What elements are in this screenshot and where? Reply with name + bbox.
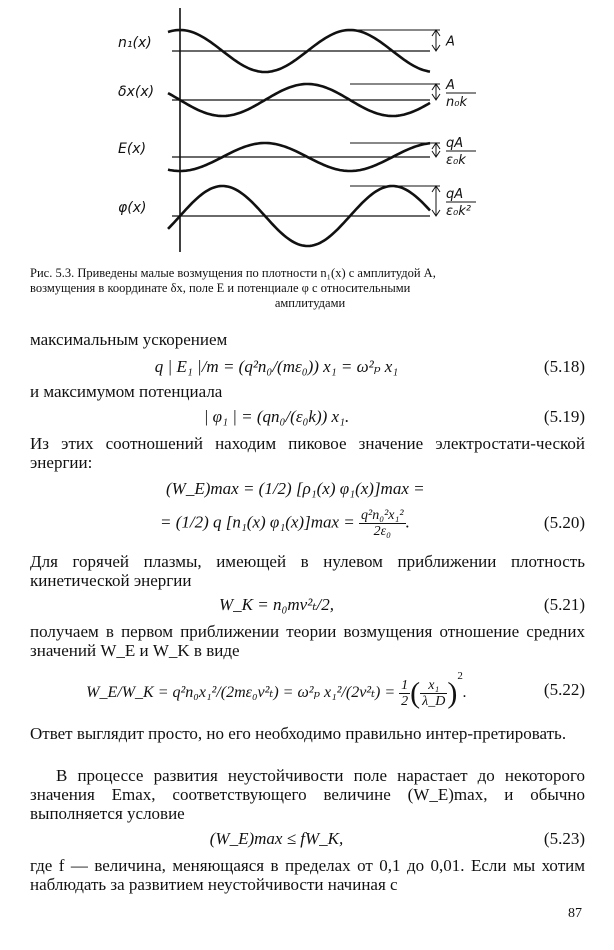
equation-number: (5.21) (543, 595, 585, 614)
paragraph: В процессе развития неустойчивости поле нарастает до некоторого значения Emax, соответствующего величине (W_E)max, и обычно выполняется условие (30, 766, 585, 823)
text-line: максимальным ускорением (30, 330, 228, 349)
fraction-debye: $\frac{\text{x₁}}{\lambda\_D}$ (422, 677, 446, 709)
page-number: 87 (568, 906, 582, 921)
amplitude-label-denominator: ε₀k (446, 153, 466, 168)
amplitude-label-denominator: n₀k (446, 95, 467, 110)
text-line: и максимумом потенциала (30, 382, 223, 401)
equation-5-21 (30, 594, 585, 616)
fraction: $\frac{\text{q²n₀²x₁²}}{\text{2ε₀}}$ (361, 507, 404, 539)
paragraph: получаем в первом приближении теории возмущения отношение средних значений W_E и W_K в виде (30, 622, 585, 660)
amplitude-label: A (446, 78, 455, 93)
equation-number: (5.19) (543, 407, 585, 426)
amplitude-label: A (446, 34, 455, 50)
paragraph: Из этих соотношений находим пиковое значение электростати-ческой энергии: (30, 434, 585, 472)
curve-label: δx(x) (118, 84, 155, 100)
amplitude-label-denominator: ε₀k² (446, 204, 471, 219)
equation-number: (5.22) (543, 680, 585, 699)
equation-5-20-line1 (30, 478, 585, 500)
caption-line: Рис. 5.3. Приведены малые возмущения по плотности n₁(x) с амплитудой A, (30, 266, 436, 280)
waves-figure (0, 0, 614, 262)
caption-line: амплитудами (274, 296, 346, 310)
figure-caption (30, 266, 590, 311)
fraction-half: $\frac{1}{2}$ (401, 677, 409, 709)
equation-body: q | E₁ |/m = (q²n₀/(mε₀)) x₁ = ω²ₚ x₁ (154, 357, 399, 376)
equation-5-18 (30, 356, 585, 378)
equation-5-22: W_E/W_K = q²n₀x₁²/(2mε₀v²ₜ) = ω²ₚ x₁²/(2v²ₜ) = $\frac{1}{2}$ ( $\frac{\text{x₁}}{\lambda\_D}$ )$^2$. (5.22) (86, 669, 585, 710)
equation-body: | φ₁ | = (qn₀/(ε₀k)) x₁. (203, 407, 350, 426)
equation-number: (5.18) (543, 357, 585, 376)
curve-label: φ(x) (118, 200, 147, 216)
paragraph: где f — величина, меняющаяся в пределах от 0,1 до 0,01. Если мы хотим наблюдать за развитием неустойчивости начиная с (30, 856, 585, 894)
equation-number: (5.23) (543, 829, 585, 848)
amplitude-label: qA (446, 187, 464, 202)
equation-number: (5.20) (543, 513, 585, 532)
equation-5-19 (30, 406, 585, 428)
equation-body: = (1/2) q [n₁(x) φ₁(x)]max = (160, 511, 355, 531)
equation-body: W_K = n₀mv²ₜ/2, (219, 595, 334, 614)
equation-body: (W_E)max ≤ fW_K, (209, 829, 344, 848)
equation-body: W_E/W_K = q²n₀x₁²/(2mε₀v²ₜ) = ω²ₚ x₁²/(2v²ₜ) = (86, 683, 396, 701)
equation-5-23 (30, 828, 585, 850)
paragraph: Ответ выглядит просто, но его необходимо правильно интер-претировать. (30, 724, 567, 743)
paragraph: Для горячей плазмы, имеющей в нулевом приближении плотность кинетической энергии (30, 552, 585, 590)
equation-5-20-line2: = (1/2) q [n₁(x) φ₁(x)]max = $\frac{\text{q²n₀²x₁²}}{\text{2ε₀}}$ . (5.20) (160, 507, 585, 539)
curve-label: E(x) (118, 141, 147, 157)
curve-label: n₁(x) (118, 35, 152, 51)
amplitude-label: qA (446, 136, 464, 151)
caption-line: возмущения в координате δx, поле E и потенциале φ с относительными (30, 281, 411, 295)
equation-body: (W_E)max = (1/2) [ρ₁(x) φ₁(x)]max = (166, 479, 425, 498)
